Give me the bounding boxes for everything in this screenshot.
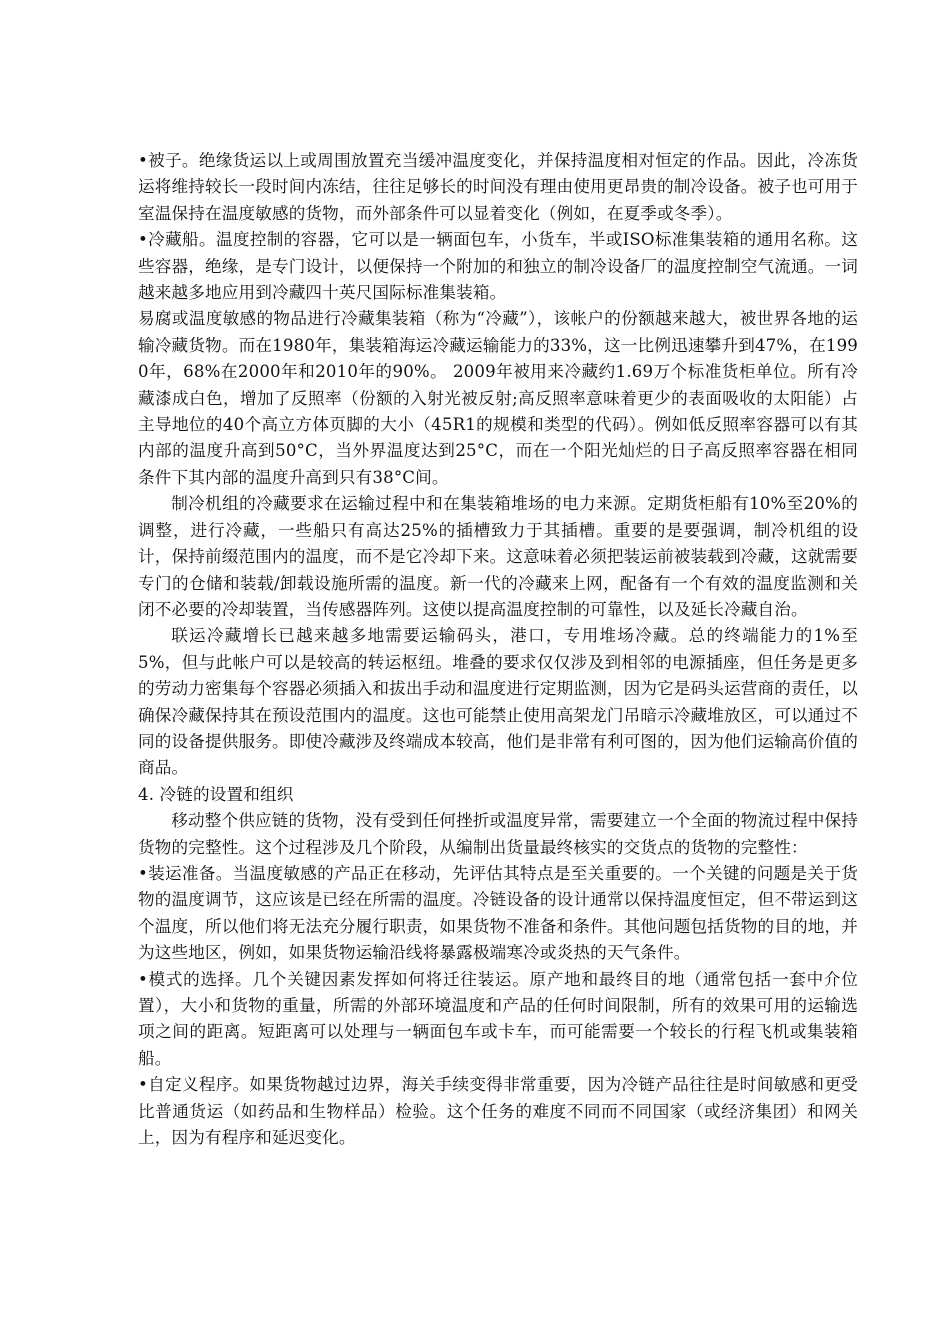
- bullet-paragraph-shipment-preparation: [138, 861, 858, 967]
- bullet-icon: •: [138, 1075, 148, 1095]
- document-body: [138, 148, 858, 1151]
- paragraph-text: 装运准备。当温度敏感的产品正在移动，先评估其特点是至关重要的。一个关键的问题是关于货物的温度调节，这应该是已经在所需的温度。冷链设备的设计通常以保持温度恒定，但不带运到这个温度，所以他们将无法充分履行职责，如果货物不准备和条件。其他问题包括货物的目的地，并为这些地区，例如，如果货物运输沿线将暴露极端寒冷或炎热的天气条件。: [138, 863, 858, 963]
- paragraph-reefer-containers: 易腐或温度敏感的物品进行冷藏集装箱（称为“冷藏”），该帐户的份额越来越大，被世界各地的运输冷藏货物。而在1980年，集装箱海运冷藏运输能力的33%，这一比例迅速攀升到47%，在1990年，68%在2000年和2010年的90%。 2009年被用来冷藏约1.69万个标准货柜单位。所有冷藏漆成白色，增加了反照率（份额的入射光被反射;高反照率意味着更少的表面吸收的太阳能）占主导地位的40个高立方体页脚的大小（45R1的规模和类型的代码）。例如低反照率容器可以有其内部的温度升高到50°C，当外界温度达到25°C，而在一个阳光灿烂的日子高反照率容器在相同条件下其内部的温度升高到只有38°C间。: [138, 309, 858, 487]
- paragraph-refrigeration-units: 制冷机组的冷藏要求在运输过程中和在集装箱堆场的电力来源。定期货柜船有10%至20%的调整，进行冷藏，一些船只有高达25%的插槽致力于其插槽。重要的是要强调，制冷机组的设计，保持前缀范围内的温度，而不是它冷却下来。这意味着必须把装运前被装载到冷藏，这就需要专门的仓储和装载/卸载设施所需的温度。新一代的冷藏来上网，配备有一个有效的温度监测和关闭不必要的冷却装置，当传感器阵列。这使以提高温度控制的可靠性，以及延长冷藏自治。: [138, 494, 858, 619]
- paragraph-cold-chain-intro: 移动整个供应链的货物，没有受到任何挫折或温度异常，需要建立一个全面的物流过程中保持货物的完整性。这个过程涉及几个阶段，从编制出货量最终核实的交货点的货物的完整性：: [138, 811, 858, 857]
- bullet-paragraph-mode-selection: [138, 967, 858, 1073]
- bullet-paragraph-custom-procedures: [138, 1072, 858, 1151]
- paragraph-intermodal-reefers: 联运冷藏增长已越来越多地需要运输码头，港口，专用堆场冷藏。总的终端能力的1%至5%，但与此帐户可以是较高的转运枢纽。堆叠的要求仅仅涉及到相邻的电源插座，但任务是更多的劳动力密集每个容器必须插入和拔出手动和温度进行定期监测，因为它是码头运营商的责任，以确保冷藏保持其在预设范围内的温度。这也可能禁止使用高架龙门吊暗示冷藏堆放区，可以通过不同的设备提供服务。即使冷藏涉及终端成本较高，他们是非常有利可图的，因为他们运输高价值的商品。: [138, 626, 858, 778]
- bullet-paragraph-quilts: [138, 148, 858, 227]
- paragraph-text: 模式的选择。几个关键因素发挥如何将迁往装运。原产地和最终目的地（通常包括一套中介位置），大小和货物的重量，所需的外部环境温度和产品的任何时间限制，所有的效果可用的运输选项之间的距离。短距离可以处理与一辆面包车或卡车，而可能需要一个较长的行程飞机或集装箱船。: [138, 969, 858, 1068]
- paragraph-text: 被子。绝缘货运以上或周围放置充当缓冲温度变化，并保持温度相对恒定的作品。因此，冷冻货运将维持较长一段时间内冻结，往往足够长的时间没有理由使用更昂贵的制冷设备。被子也可用于室温保持在温度敏感的货物，而外部条件可以显着变化（例如，在夏季或冬季）。: [138, 151, 858, 223]
- section-heading: 4. 冷链的设置和组织: [138, 784, 294, 804]
- paragraph-text: 自定义程序。如果货物越过边界，海关手续变得非常重要，因为冷链产品往往是时间敏感和更受比普通货运（如药品和生物样品）检验。这个任务的难度不同而不同国家（或经济集团）和网关上，因为有程序和延迟变化。: [138, 1075, 858, 1148]
- bullet-icon: •: [138, 230, 148, 250]
- bullet-icon: •: [138, 969, 148, 989]
- bullet-paragraph-reefers: [138, 227, 858, 306]
- bullet-icon: •: [138, 863, 148, 883]
- bullet-icon: •: [138, 151, 148, 170]
- paragraph-text: 冷藏船。温度控制的容器，它可以是一辆面包车，小货车，半或ISO标准集装箱的通用名称。这些容器，绝缘，是专门设计，以便保持一个附加的和独立的制冷设备厂的温度控制空气流通。一词越来越多地应用到冷藏四十英尺国际标准集装箱。: [138, 230, 858, 303]
